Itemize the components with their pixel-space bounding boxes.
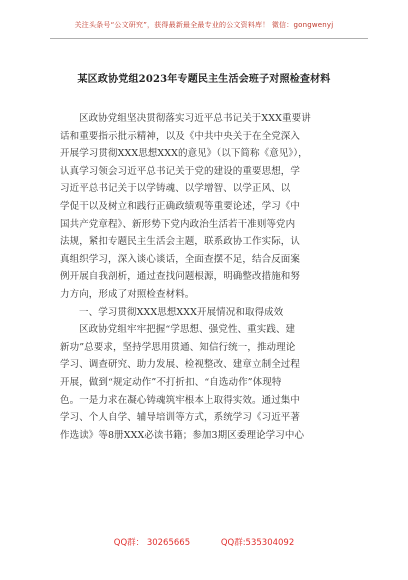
intro-line: 区政协党组坚决贯彻落实习近平总书记关于XXX重要讲	[79, 113, 311, 124]
intro-line: 习近平总书记关于以学铸魂、以学增智、以学正风、以	[60, 183, 291, 195]
footer-qq-group-1: QQ群： 30265665	[113, 538, 191, 548]
intro-paragraph	[60, 110, 360, 444]
document-title: 某区政协党组2023年专题民主生活会班子对照检查材料	[77, 74, 331, 85]
intro-line: 学促干以及树立和践行正确政绩观等重要论述，学习《中	[60, 200, 301, 212]
section-line: 学习、个人自学、辅导培训等方式，系统学习《习近平著	[60, 412, 301, 424]
intro-line: 力方向，形成了对照检查材料。	[60, 288, 195, 300]
intro-line: 例开展自我剖析，通过查找问题根源，明确整改措施和努	[60, 271, 301, 283]
header-note: 关注头条号“公文研究”，获得最新最全最专业的公文资料库！ 微信：gongwenyj	[74, 21, 334, 29]
section-line: 作选读》等8册XXX必读书籍；参加3期区委理论学习中心	[60, 429, 305, 441]
section-line: 新功”总要求，坚持学思用贯通、知信行统一，推动理论	[60, 341, 296, 353]
intro-line: 开展学习贯彻XXX思想XXX的意见》（以下简称《意见》），	[60, 148, 308, 160]
intro-line: 真组织学习，深入谈心谈话，全面查摆不足，结合反面案	[60, 253, 301, 265]
intro-line: 法规，紧扣专题民主生活会主题，联系政协工作实际，认	[60, 236, 301, 248]
footer	[0, 536, 408, 548]
header-divider	[50, 38, 368, 39]
section-line: 开展，做到“规定动作”不打折扣、“自选动作”体现特	[60, 376, 282, 388]
footer-qq-group-2: QQ群:535304092	[220, 538, 295, 548]
section-line: 学习、调查研究、助力发展、检视整改、建章立制全过程	[60, 359, 301, 371]
intro-line: 认真学习领会习近平总书记关于党的建设的重要思想，学	[60, 165, 301, 177]
intro-line: 国共产党章程》、新形势下党内政治生活若干准则等党内	[60, 218, 296, 230]
section-line: 色。一是力求在凝心铸魂筑牢根本上取得实效。通过集中	[60, 394, 301, 406]
intro-line: 话和重要指示批示精神，以及《中共中央关于在全党深入	[60, 130, 301, 142]
section-line: 区政协党组牢牢把握“学思想、强党性、重实践、建	[79, 324, 296, 336]
section-heading: 一、学习贯彻XXX思想XXX开展情况和取得成效	[79, 306, 284, 318]
